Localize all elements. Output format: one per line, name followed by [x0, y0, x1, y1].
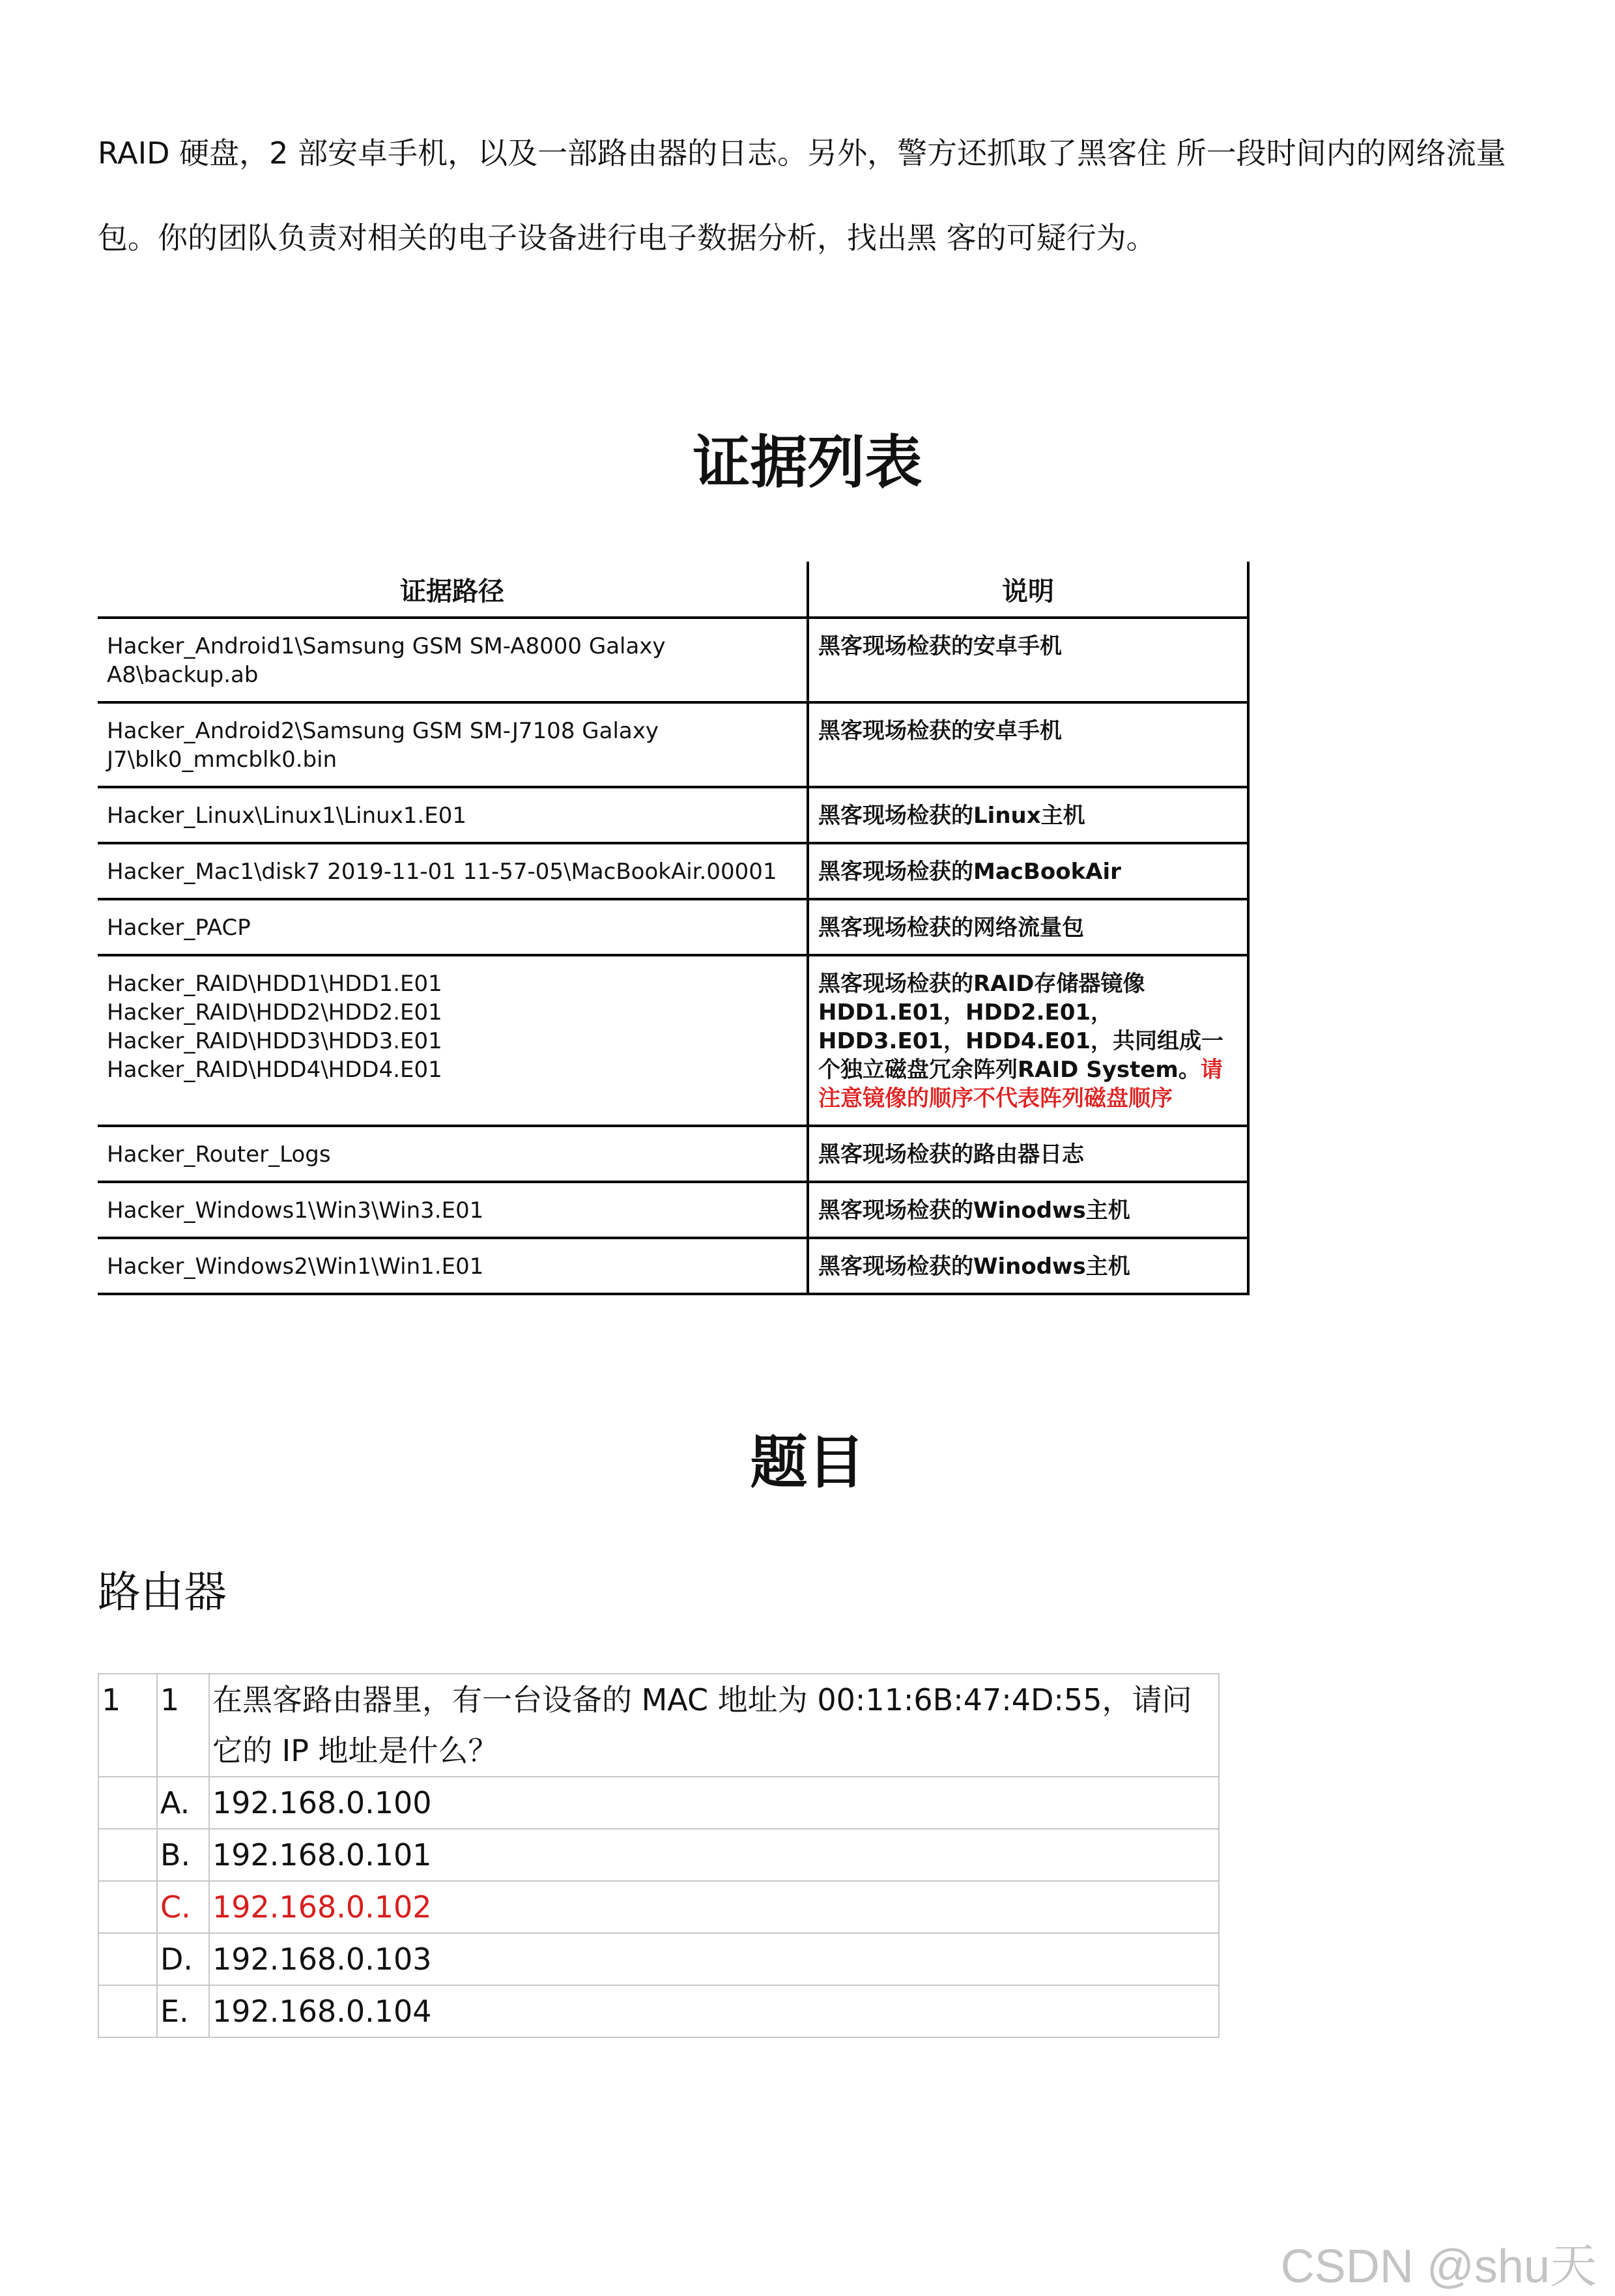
option-value: 192.168.0.101 [209, 1829, 1219, 1881]
table-row [98, 1238, 1248, 1294]
question-index: 1 [98, 1674, 157, 1777]
watermark: CSDN @shu天 [1280, 2241, 1597, 2293]
option-row-correct [98, 1881, 1219, 1933]
evidence-desc: 黑客现场检获的RAID存储器镜像HDD1.E01，HDD2.E01，HDD3.E01，HDD4.E01，共同组成一个独立磁盘冗余阵列RAID System。 [818, 971, 1224, 1083]
evidence-path: Hacker_Windows1\Win3\Win3.E01 [98, 1182, 808, 1238]
option-row [98, 1933, 1219, 1985]
option-row [98, 1777, 1219, 1829]
evidence-heading: 证据列表 [693, 429, 922, 496]
option-label: D. [157, 1933, 209, 1985]
option-label: E. [157, 1985, 209, 2037]
evidence-desc: 黑客现场检获的安卓手机 [808, 702, 1248, 787]
evidence-desc: 黑客现场检获的Winodws主机 [808, 1238, 1248, 1294]
evidence-path: Hacker_Mac1\disk7 2019-11-01 11-57-05\MacBookAir.00001 [98, 843, 808, 899]
table-row [98, 787, 1248, 843]
evidence-desc: 黑客现场检获的路由器日志 [808, 1126, 1248, 1182]
question-text: 在黑客路由器里，有一台设备的 MAC 地址为 00:11:6B:47:4D:55，请问它的 IP 地址是什么？ [209, 1674, 1219, 1777]
intro-line-2: 包。你的团队负责对相关的电子设备进行电子数据分析，找出黑 客的可疑行为。 [98, 220, 1156, 255]
evidence-desc: 黑客现场检获的网络流量包 [808, 899, 1248, 955]
evidence-desc: 黑客现场检获的Winodws主机 [808, 1182, 1248, 1238]
intro-paragraph [98, 111, 1518, 280]
table-row [98, 955, 1248, 1126]
table-row [98, 1182, 1248, 1238]
evidence-path: Hacker_RAID\HDD1\HDD1.E01 Hacker_RAID\HDD2\HDD2.E01 Hacker_RAID\HDD3\HDD3.E01 Hacker_RAID\HDD4\HDD4.E01 [98, 955, 808, 1126]
evidence-desc-note: 请注意镜像的顺序不代表阵列磁盘顺序 [818, 1057, 1223, 1112]
evidence-path: Hacker_Windows2\Win1\Win1.E01 [98, 1238, 808, 1294]
header-desc: 说明 [808, 562, 1248, 618]
option-row [98, 1985, 1219, 2037]
evidence-path: Hacker_Android1\Samsung GSM SM-A8000 Galaxy A8\backup.ab [98, 618, 808, 702]
evidence-desc: 黑客现场检获的安卓手机 [808, 618, 1248, 702]
option-value: 192.168.0.103 [209, 1933, 1219, 1985]
option-label: A. [157, 1777, 209, 1829]
intro-line-1: RAID 硬盘，2 部安卓手机，以及一部路由器的日志。另外，警方还抓取了黑客住 所一段时间内的网络流量 [98, 136, 1506, 171]
evidence-path: Hacker_PACP [98, 899, 808, 955]
evidence-desc-cell [808, 955, 1248, 1126]
evidence-path: Hacker_Linux\Linux1\Linux1.E01 [98, 787, 808, 843]
option-value: 192.168.0.102 [209, 1881, 1219, 1933]
table-row [98, 899, 1248, 955]
section-title-router: 路由器 [98, 1567, 227, 1617]
option-value: 192.168.0.100 [209, 1777, 1219, 1829]
table-row [98, 702, 1248, 787]
option-label: B. [157, 1829, 209, 1881]
option-value: 192.168.0.104 [209, 1985, 1219, 2037]
evidence-desc: 黑客现场检获的Linux主机 [808, 787, 1248, 843]
option-label: C. [157, 1881, 209, 1933]
evidence-path: Hacker_Android2\Samsung GSM SM-J7108 Galaxy J7\blk0_mmcblk0.bin [98, 702, 808, 787]
question-row [98, 1674, 1219, 1777]
questions-heading: 题目 [750, 1429, 865, 1496]
table-row [98, 618, 1248, 702]
question-number: 1 [157, 1674, 209, 1777]
question-table [98, 1673, 1220, 2038]
option-row [98, 1829, 1219, 1881]
evidence-table [98, 562, 1250, 1295]
evidence-path: Hacker_Router_Logs [98, 1126, 808, 1182]
table-row [98, 1126, 1248, 1182]
header-path: 证据路径 [98, 562, 808, 618]
evidence-desc: 黑客现场检获的MacBookAir [808, 843, 1248, 899]
table-row [98, 843, 1248, 899]
